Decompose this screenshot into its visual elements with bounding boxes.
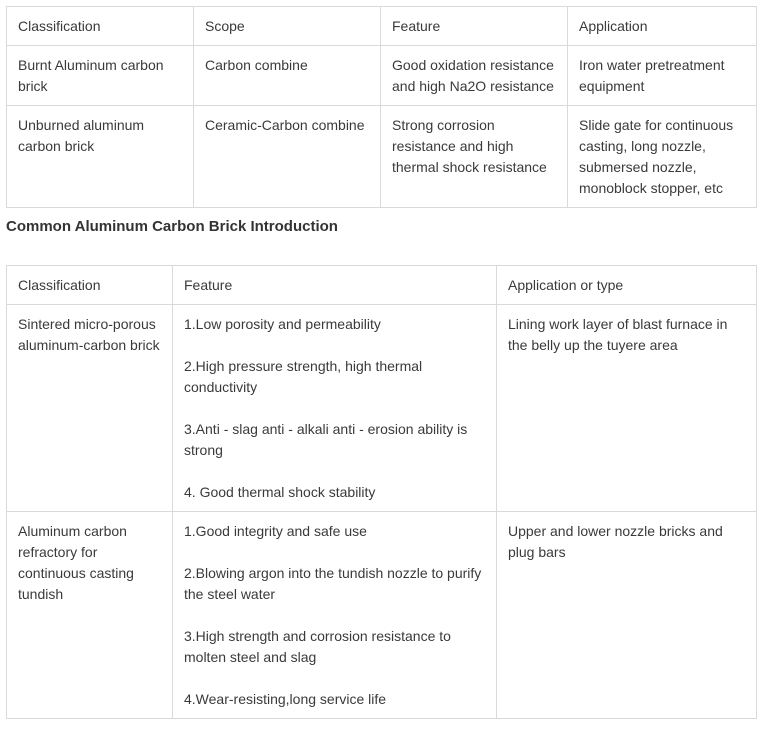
- feature-item: 3.High strength and corrosion resistance to molten steel and slag: [184, 628, 451, 665]
- table-row: [7, 305, 757, 512]
- header-classification: Classification: [7, 7, 194, 46]
- feature-item: 2.Blowing argon into the tundish nozzle to purify the steel water: [184, 565, 482, 602]
- cell-scope: Carbon combine: [194, 46, 381, 106]
- header-feature: Feature: [173, 266, 497, 305]
- cell-classification: Sintered micro-porous aluminum-carbon brick: [7, 305, 173, 512]
- feature-item: 3.Anti - slag anti - alkali anti - erosion ability is strong: [184, 421, 468, 458]
- header-application-or-type: Application or type: [497, 266, 757, 305]
- header-feature: Feature: [381, 7, 568, 46]
- table-row: [7, 46, 757, 106]
- table-row: [7, 106, 757, 208]
- cell-application: Upper and lower nozzle bricks and plug bars: [497, 512, 757, 719]
- table-header-row: [7, 7, 757, 46]
- cell-feature-list: [173, 512, 497, 719]
- introduction-table: [6, 265, 757, 719]
- header-scope: Scope: [194, 7, 381, 46]
- cell-classification: Unburned aluminum carbon brick: [7, 106, 194, 208]
- header-application: Application: [568, 7, 757, 46]
- cell-application: Lining work layer of blast furnace in the belly up the tuyere area: [497, 305, 757, 512]
- cell-feature-list: [173, 305, 497, 512]
- cell-feature: Strong corrosion resistance and high thermal shock resistance: [381, 106, 568, 208]
- table-header-row: [7, 266, 757, 305]
- classification-table: [6, 6, 757, 208]
- feature-item: 2.High pressure strength, high thermal conductivity: [184, 358, 423, 395]
- cell-scope: Ceramic-Carbon combine: [194, 106, 381, 208]
- cell-classification: Aluminum carbon refractory for continuous casting tundish: [7, 512, 173, 719]
- cell-feature: Good oxidation resistance and high Na2O resistance: [381, 46, 568, 106]
- feature-item: 1.Good integrity and safe use: [184, 523, 367, 539]
- cell-application: Iron water pretreatment equipment: [568, 46, 757, 106]
- table-row: [7, 512, 757, 719]
- section-title: Common Aluminum Carbon Brick Introduction: [6, 218, 338, 235]
- feature-item: 1.Low porosity and permeability: [184, 316, 381, 332]
- header-classification: Classification: [7, 266, 173, 305]
- feature-item: 4. Good thermal shock stability: [184, 484, 376, 500]
- cell-application: Slide gate for continuous casting, long nozzle, submersed nozzle, monoblock stopper, etc: [568, 106, 757, 208]
- feature-item: 4.Wear-resisting,long service life: [184, 691, 387, 707]
- cell-classification: Burnt Aluminum carbon brick: [7, 46, 194, 106]
